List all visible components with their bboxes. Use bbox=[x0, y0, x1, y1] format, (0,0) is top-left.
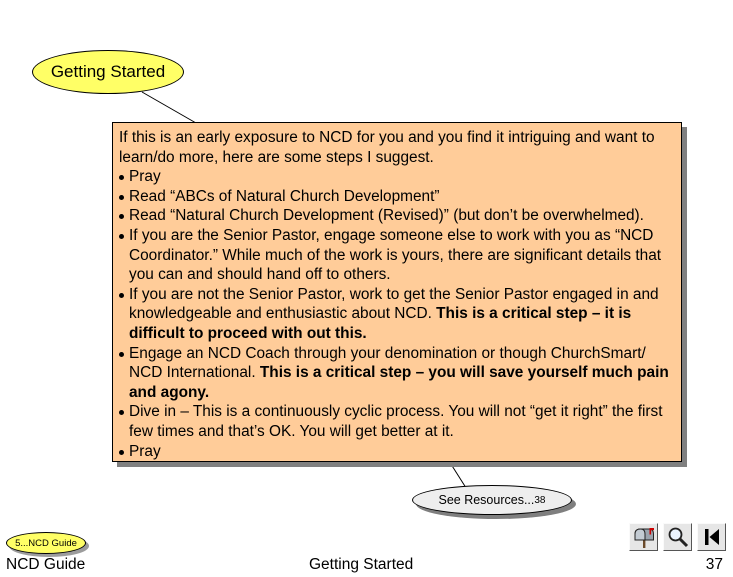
see-resources-label: See Resources... bbox=[438, 493, 535, 507]
magnifier-icon[interactable] bbox=[663, 523, 692, 551]
footer-doc-title: NCD Guide bbox=[6, 556, 86, 573]
see-resources-page: 38 bbox=[534, 494, 546, 506]
footer-section-title: Getting Started bbox=[309, 556, 414, 573]
intro-text: If this is an early exposure to NCD for you and you find it intriguing and want to learn/do more, here are some steps I suggest. bbox=[119, 129, 655, 166]
critical-note: This is a critical step – you will save yourself much pain and agony. bbox=[129, 364, 669, 401]
title-bubble-text: Getting Started bbox=[50, 62, 166, 81]
content-box bbox=[112, 122, 682, 462]
list-item: Read “Natural Church Development (Revised)” (but don’t be overwhelmed). bbox=[119, 206, 675, 226]
nav-icons bbox=[629, 523, 726, 551]
ncd-guide-label: 5...NCD Guide bbox=[15, 537, 77, 549]
mailbox-icon[interactable] bbox=[629, 523, 658, 551]
list-item: If you are the Senior Pastor, engage someone else to work with you as “NCD Coordinator.” While much of the work is yours, there are significant details that you can and should hand off to others. bbox=[119, 226, 675, 285]
list-item: If you are not the Senior Pastor, work to get the Senior Pastor engaged in and knowledgeable and enthusiastic about NCD. This is a critical step – it is difficult to proceed with out this. bbox=[119, 285, 675, 344]
list-item: Dive in – This is a continuously cyclic process. You will not “get it right” the first few times and that’s OK. You will get better at it. bbox=[119, 402, 675, 441]
page-number: 37 bbox=[705, 556, 723, 573]
ncd-guide-link[interactable] bbox=[6, 532, 86, 554]
list-item: Pray bbox=[119, 167, 675, 187]
critical-note: This is a critical step – it is difficult to proceed with out this. bbox=[129, 305, 632, 342]
list-item: Engage an NCD Coach through your denomination or though ChurchSmart/ NCD International. This is a critical step – you will save yourself much pain and agony. bbox=[119, 344, 675, 403]
steps-list bbox=[119, 167, 675, 461]
see-resources-link[interactable] bbox=[412, 485, 572, 515]
title-bubble bbox=[32, 50, 184, 94]
first-page-icon[interactable] bbox=[697, 523, 726, 551]
list-item: Read “ABCs of Natural Church Development” bbox=[119, 187, 675, 207]
list-item: Pray bbox=[119, 442, 675, 462]
